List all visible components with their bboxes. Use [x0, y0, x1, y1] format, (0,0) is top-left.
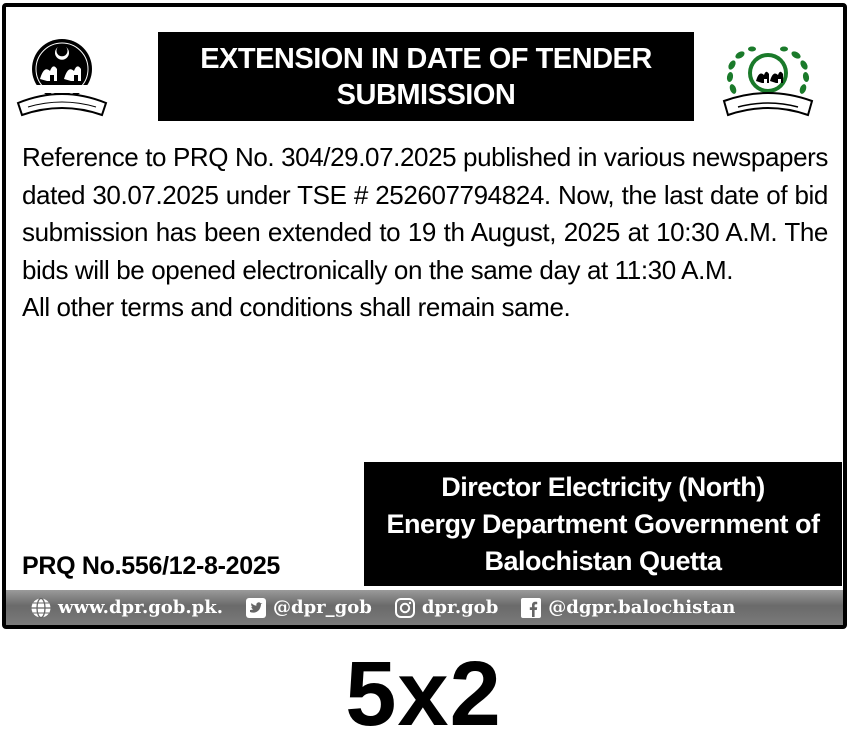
- signature-block: [364, 462, 842, 586]
- website-link[interactable]: www.dpr.gob.pk.: [58, 597, 223, 618]
- notice-body: [22, 139, 828, 327]
- globe-icon: [30, 597, 52, 619]
- footer-facebook[interactable]: [520, 597, 735, 619]
- notice-paragraph: Reference to PRQ No. 304/29.07.2025 published in various newspapers dated 30.07.2025 under TSE # 252607794824. Now, the last date of bid submission has been extended to 19 th August, 2025 at 10:30 A.M. The bids will be opened electronically on the same day at 11:30 A.M.: [22, 142, 828, 285]
- title-line-1: EXTENSION IN DATE OF TENDER: [200, 42, 652, 75]
- facebook-handle[interactable]: @dgpr.balochistan: [548, 597, 736, 618]
- twitter-icon: [245, 597, 267, 619]
- dgpr-balochistan-logo-icon: [718, 35, 818, 125]
- signature-line-1: Director Electricity (North): [441, 471, 765, 502]
- instagram-icon: [394, 597, 416, 619]
- instagram-handle[interactable]: dpr.gob: [421, 597, 499, 618]
- signature-line-2: Energy Department Government of: [386, 508, 820, 539]
- social-footer-bar: [6, 590, 843, 625]
- footer-twitter[interactable]: [245, 597, 372, 619]
- notice-title: [158, 32, 694, 121]
- title-line-2: SUBMISSION: [336, 78, 516, 111]
- prq-number: PRQ No.556/12-8-2025: [22, 552, 281, 580]
- footer-instagram[interactable]: [394, 597, 498, 619]
- footer-website[interactable]: [30, 597, 223, 619]
- signature-line-3: Balochistan Quetta: [484, 545, 722, 576]
- facebook-icon: [520, 597, 542, 619]
- advertisement-frame: [2, 3, 847, 629]
- notice-closing-line: All other terms and conditions shall remain same.: [22, 292, 571, 322]
- ad-size-label: 5x2: [345, 643, 502, 745]
- twitter-handle[interactable]: @dpr_gob: [272, 597, 372, 618]
- balochistan-government-emblem-icon: [14, 33, 110, 123]
